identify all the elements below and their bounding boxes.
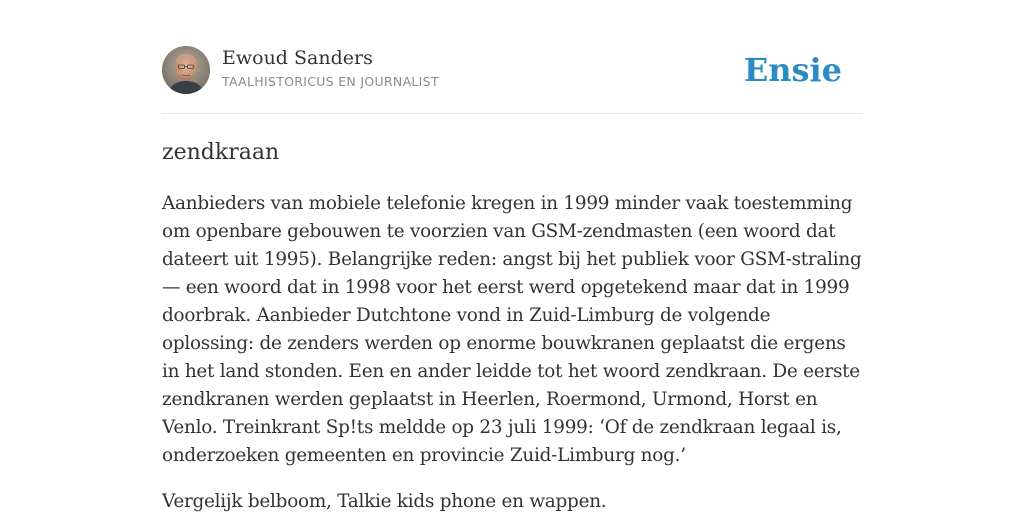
author-header [162,46,862,96]
article-body [162,190,866,512]
author-name[interactable]: Ewoud Sanders [222,47,373,69]
ensie-logo[interactable]: Ensie [743,51,842,89]
author-avatar[interactable] [162,46,210,94]
article-title: zendkraan [162,140,280,165]
author-role: TAALHISTORICUS EN JOURNALIST [222,74,439,89]
avatar-portrait-icon [162,46,210,94]
article-paragraph: Aanbieders van mobiele telefonie kregen in 1999 minder vaak toestemming om openbare gebouwen te voorzien van GSM-zendmasten (een woord dat dateert uit 1995). Belangrijke reden: angst bij het publiek voor GSM-straling — een woord dat in 1998 voor het eerst werd opgetekend maar dat in 1999 doorbrak. Aanbieder Dutchtone vond in Zuid-Limburg de volgende oplossing: de zenders werden op enorme bouwkranen geplaatst die ergens in het land stonden. Een en ander leidde tot het woord zendkraan. De eerste zendkranen werden geplaatst in Heerlen, Roermond, Urmond, Horst en Venlo. Treinkrant Sp!ts meldde op 23 juli 1999: ‘Of de zendkraan legaal is, onderzoeken gemeenten en provincie Zuid-Limburg nog.’ [162,193,862,466]
article-paragraph: Vergelijk belboom, Talkie kids phone en wappen. [162,491,607,512]
header-divider [162,113,862,114]
